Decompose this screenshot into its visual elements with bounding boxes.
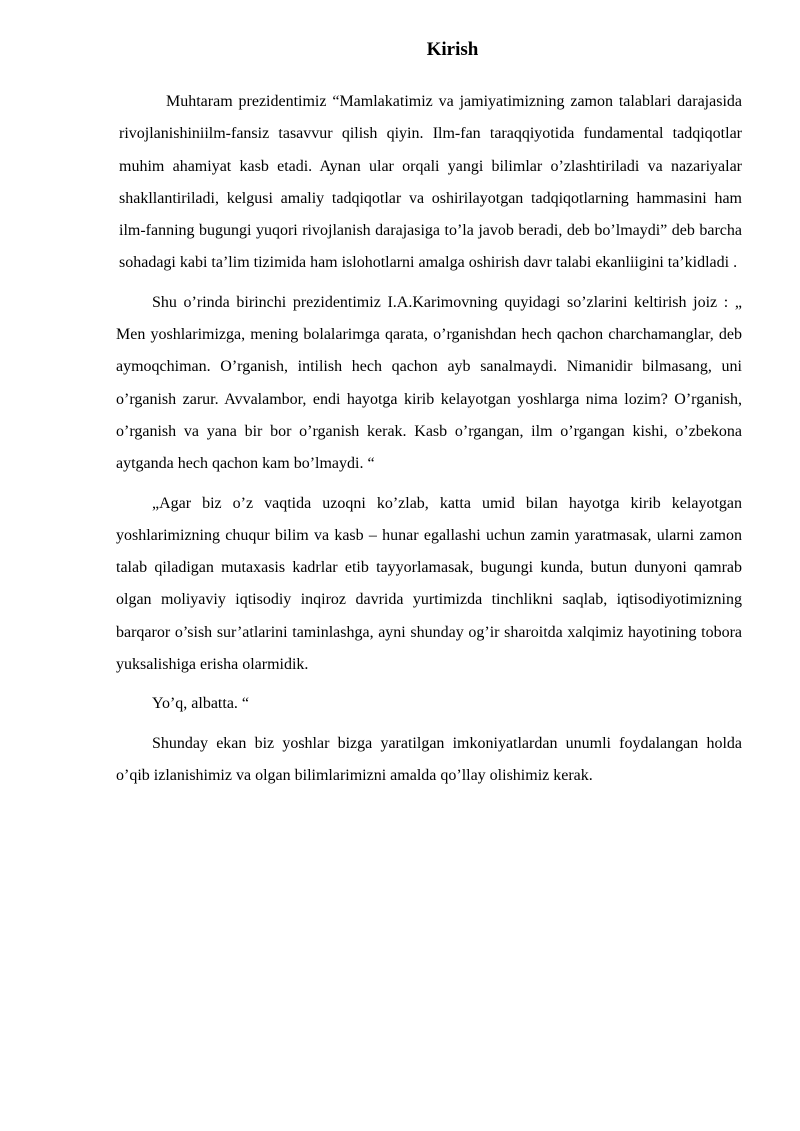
document-body (116, 86, 742, 799)
document-title: Kirish (426, 39, 479, 60)
paragraph-answer: Yo’q, albatta. “ (152, 695, 250, 713)
paragraph-intro: Muhtaram prezidentimiz “Mamlakatimiz va jamiyatimizning zamon talablari darajasida rivojlanishiniilm-fansiz tasavvur qilish qiyin. Ilm-fan taraqqiyotida fundamental tadqiqotlar muhim ahamiyat kasb etadi. Aynan ular orqali yangi bilimlar o’zlashtiriladi va nazariyalar shakllantiriladi, kelgusi amaliy tadqiqotlar va oshirilayotgan tadqiqotlarning hammasini ham ilm-fanning bugungi yuqori rivojlanish darajasiga to’la javob beradi, deb bo’lmaydi” deb barcha sohadagi kabi ta’lim tizimida ham islohotlarni amalga oshirish davr talabi ekanliigini ta’kidladi . (119, 93, 742, 272)
paragraph-karimov-quote: Shu o’rinda birinchi prezidentimiz I.A.Karimovning quyidagi so’zlarini keltirish joiz : „ Men yoshlarimizga, mening bolalarimga qarata, o’rganishdan hech qachon charchamanglar, deb aymoqchiman. O’rganish, intilish hech qachon ayb sanalmaydi. Nimanidir bilmasang, uni o’rganish zarur. Avvalambor, endi hayotga kirib kelayotgan yoshlarga nima lozim? O’rganish, o’rganish va yana bir bor o’rganish kerak. Kasb o’rgangan, ilm o’rgangan kishi, o’zbekona aytganda hech qachon kam bo’lmaydi. “ (116, 293, 742, 473)
paragraph-conclusion: Shunday ekan biz yoshlar bizga yaratilgan imkoniyatlardan unumli foydalangan holda o’qib izlanishimiz va olgan bilimlarimizni amalda qo’llay olishimiz kerak. (116, 734, 742, 784)
paragraph-youth-future: „Agar biz o’z vaqtida uzoqni ko’zlab, katta umid bilan hayotga kirib kelayotgan yoshlarimizning chuqur bilim va kasb – hunar egallashi uchun zamin yaratmasak, ularni zamon talab qiladigan mutaxasis kadrlar etib tayyorlamasak, bugungi kunda, butun dunyoni qamrab olgan moliyaviy iqtisodiy inqiroz davrida yurtimizda tinchlikni saqlab, iqtisodiyotimizning barqaror o’sish sur’atlarini taminlashga, ayni shunday og’ir sharoitda xalqimiz hayotining tobora yuksalishiga erisha olarmidik. (116, 494, 742, 674)
